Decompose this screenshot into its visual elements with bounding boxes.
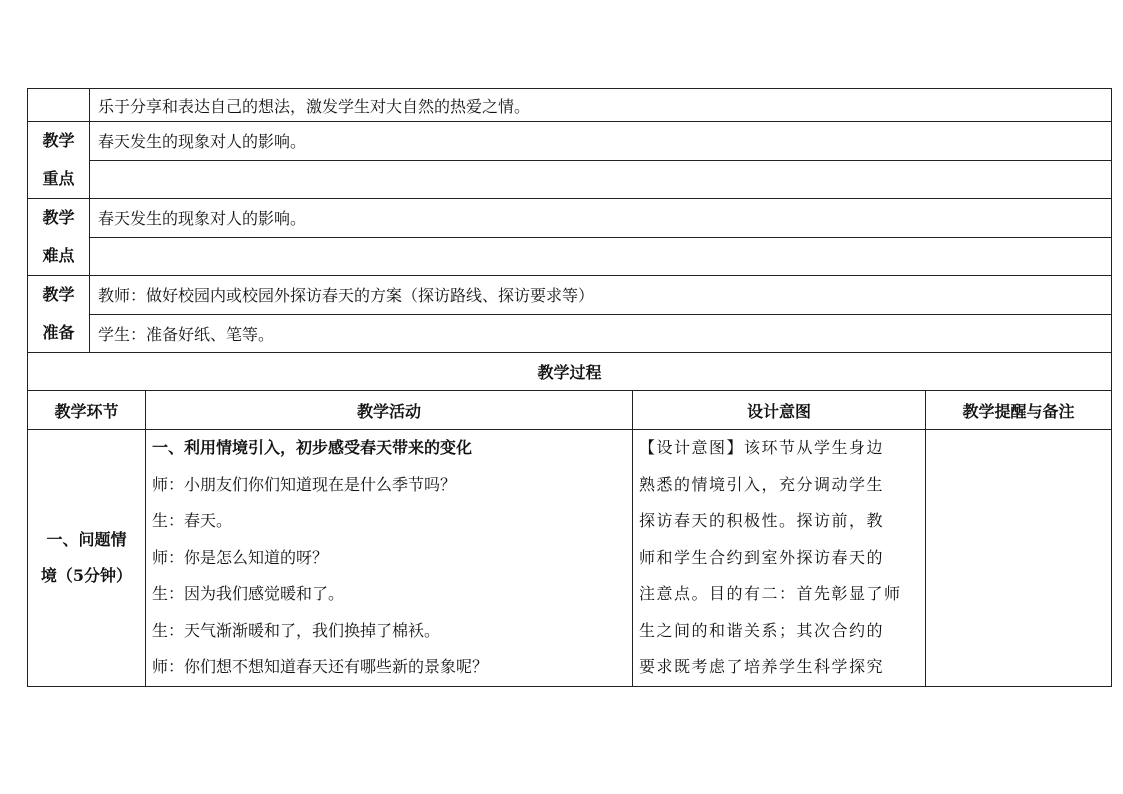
header-remarks: 教学提醒与备注 — [926, 391, 1112, 430]
intent-cell — [633, 430, 926, 687]
info-table — [27, 88, 1112, 353]
intent-line: 探访春天的积极性。探访前，教 — [639, 511, 885, 530]
key-points-label: 教学 重点 — [28, 122, 90, 199]
key-points-text: 春天发生的现象对人的影响。 — [90, 122, 1112, 161]
activity-line: 生：因为我们感觉暖和了。 — [152, 584, 345, 603]
intent-line: 【设计意图】该环节从学生身边 — [639, 438, 885, 457]
intent-line: 要求既考虑了培养学生科学探究 — [639, 657, 885, 676]
goal-text: 乐于分享和表达自己的想法，激发学生对大自然的热爱之情。 — [90, 89, 1112, 122]
header-activity: 教学活动 — [146, 391, 633, 430]
empty-label-cell — [28, 89, 90, 122]
activity-heading: 一、利用情境引入，初步感受春天带来的变化 — [152, 438, 473, 457]
preparation-student: 学生：准备好纸、笔等。 — [90, 314, 1112, 353]
remarks-cell — [926, 430, 1112, 687]
header-intent: 设计意图 — [633, 391, 926, 430]
difficult-points-text-2 — [90, 237, 1112, 276]
lesson-plan-page — [27, 88, 1111, 687]
activity-line: 师：小朋友们你们知道现在是什么季节吗？ — [152, 474, 457, 494]
difficult-points-label: 教学 难点 — [28, 199, 90, 276]
difficult-points-text: 春天发生的现象对人的影响。 — [90, 199, 1112, 238]
process-title: 教学过程 — [28, 353, 1112, 391]
activity-line: 师：你是怎么知道的呀？ — [152, 547, 329, 567]
key-points-text-2 — [90, 160, 1112, 199]
activity-line: 师：你们想不想知道春天还有哪些新的景象呢？ — [152, 657, 489, 676]
preparation-teacher: 教师：做好校园内或校园外探访春天的方案（探访路线、探访要求等） — [90, 276, 1112, 315]
process-table — [27, 353, 1112, 687]
activity-line: 生：天气渐渐暖和了，我们换掉了棉袄。 — [152, 620, 441, 640]
intent-line: 注意点。目的有二：首先彰显了师 — [639, 584, 902, 603]
preparation-label: 教学 准备 — [28, 276, 90, 353]
activity-cell — [146, 430, 633, 687]
stage-cell: 一、问题情 境（5分钟） — [28, 430, 146, 687]
intent-line: 熟悉的情境引入，充分调动学生 — [639, 474, 885, 494]
intent-line: 生之间的和谐关系；其次合约的 — [639, 620, 885, 640]
activity-line: 生：春天。 — [152, 511, 233, 530]
header-stage: 教学环节 — [28, 391, 146, 430]
intent-line: 师和学生合约到室外探访春天的 — [639, 547, 885, 567]
